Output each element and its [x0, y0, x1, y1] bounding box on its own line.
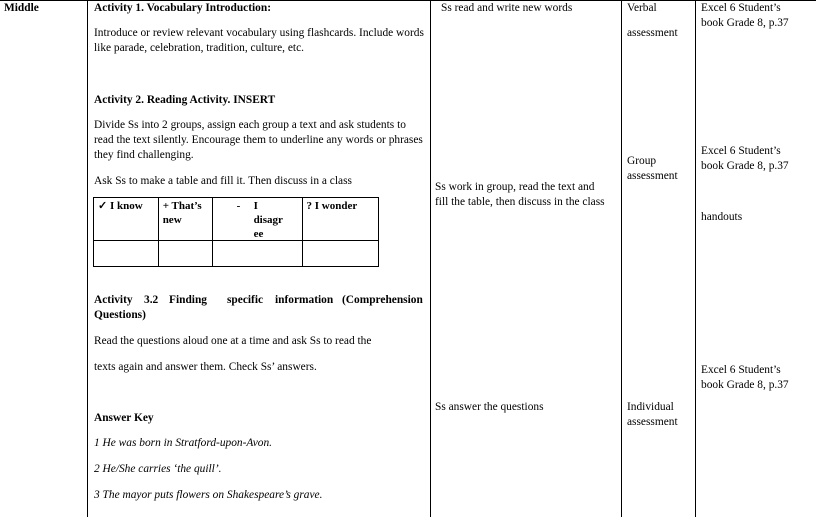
answer-3: 3 The mayor puts flowers on Shakespeare’s grave.: [94, 489, 323, 501]
activity2-line2: read the text silently. Encourage them to underline any words or phrases: [94, 134, 423, 146]
insert-header-disagree: - I disagr ee: [212, 198, 302, 241]
activity1-title: Activity 1. Vocabulary Introduction:: [94, 2, 271, 14]
activity3-line1: Read the questions aloud one at a time and ask Ss to read the: [94, 335, 372, 347]
resource-2b: book Grade 8, p.37: [701, 160, 789, 172]
insert-cell: [158, 241, 212, 267]
activity2-line3: they find challenging.: [94, 149, 194, 161]
student-activity-2b: fill the table, then discuss in the class: [435, 196, 605, 208]
resource-1a: Excel 6 Student’s: [701, 2, 781, 14]
insert-cell: [94, 241, 159, 267]
assessment-1a: Verbal: [627, 2, 657, 14]
activity1-line1: Introduce or review relevant vocabulary using flashcards. Include words: [94, 27, 424, 39]
insert-header-know: ✓ I know: [94, 198, 159, 241]
answer-2: 2 He/She carries ‘the quill’.: [94, 463, 222, 475]
col-divider-3: [621, 0, 622, 517]
resource-4a: Excel 6 Student’s: [701, 364, 781, 376]
assessment-2b: assessment: [627, 170, 678, 182]
resource-4b: book Grade 8, p.37: [701, 379, 789, 391]
resource-2a: Excel 6 Student’s: [701, 145, 781, 157]
insert-header-new: + That’s new: [158, 198, 212, 241]
assessment-3a: Individual: [627, 401, 674, 413]
assessment-2a: Group: [627, 155, 657, 167]
activity1-line2: like parade, celebration, tradition, culture, etc.: [94, 42, 304, 54]
col-divider-2: [430, 0, 431, 517]
activity2-line4: Ask Ss to make a table and fill it. Then discuss in a class: [94, 175, 352, 187]
assessment-1b: assessment: [627, 27, 678, 39]
activity3-line2: texts again and answer them. Check Ss’ answers.: [94, 361, 317, 373]
student-activity-2a: Ss work in group, read the text and: [435, 181, 595, 193]
col-divider-4: [695, 0, 696, 517]
insert-cell: [302, 241, 378, 267]
student-activity-3: Ss answer the questions: [435, 401, 544, 413]
activity2-line1: Divide Ss into 2 groups, assign each group a text and ask students to: [94, 119, 406, 131]
student-activity-1: Ss read and write new words: [441, 2, 573, 14]
answer-1: 1 He was born in Stratford-upon-Avon.: [94, 437, 273, 449]
assessment-3b: assessment: [627, 416, 678, 428]
insert-cell: [212, 241, 302, 267]
activity2-title: Activity 2. Reading Activity. INSERT: [94, 94, 276, 106]
resource-1b: book Grade 8, p.37: [701, 17, 789, 29]
resource-3: handouts: [701, 211, 743, 223]
stage-label: Middle: [4, 2, 39, 14]
insert-table: [93, 197, 379, 267]
insert-header-wonder: ? I wonder: [302, 198, 378, 241]
answer-key-heading: Answer Key: [94, 412, 154, 424]
col-divider-1: [87, 0, 88, 517]
